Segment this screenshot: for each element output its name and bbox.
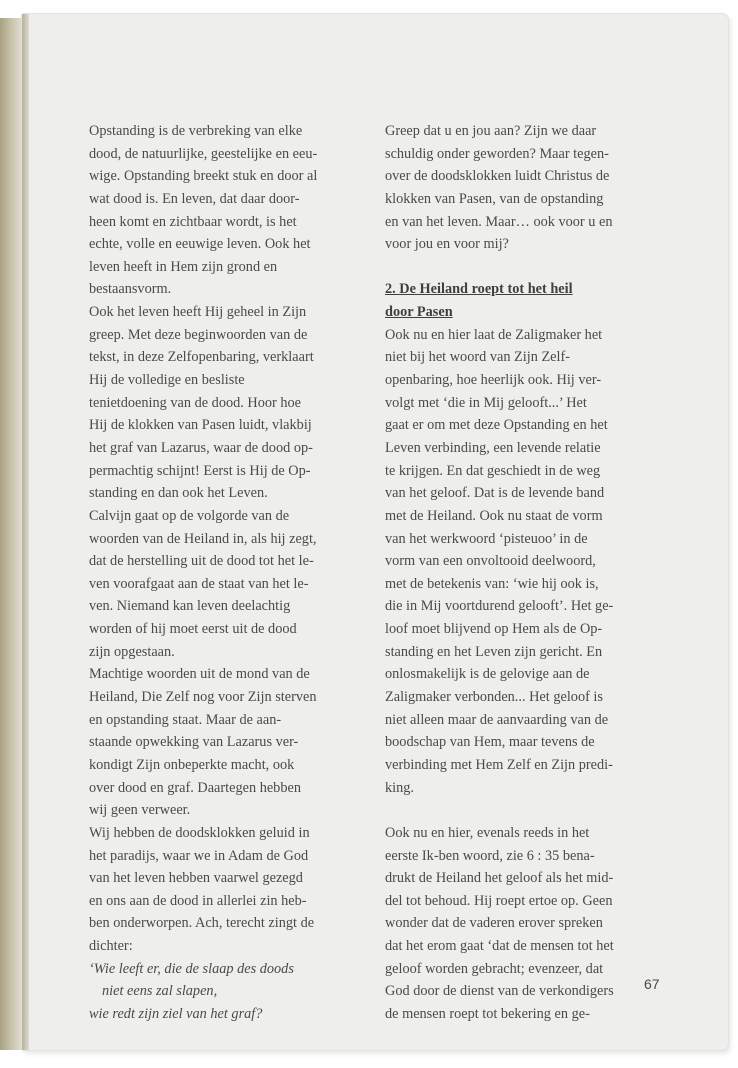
text-line: Machtige woorden uit de mond van de bbox=[89, 666, 310, 683]
text-line: Heiland, Die Zelf nog voor Zijn sterven bbox=[89, 689, 317, 706]
poem-line: niet eens zal slapen, bbox=[102, 983, 218, 1000]
text-line: tenietdoening van de dood. Hoor hoe bbox=[89, 394, 302, 411]
text-line: God door de dienst van de verkondigers bbox=[385, 983, 614, 1000]
text-line: heen komt en zichtbaar wordt, is het bbox=[89, 213, 297, 230]
text-line: en opstanding staat. Maar de aan- bbox=[89, 711, 282, 728]
text-line: en ons aan de dood in allerlei zin heb- bbox=[89, 892, 307, 909]
text-line: volgt met ‘die in Mij gelooft...’ Het bbox=[385, 394, 587, 411]
spacer bbox=[385, 256, 667, 279]
text-line: van het werkwoord ‘pisteuoo’ in de bbox=[385, 530, 588, 547]
text-line: tekst, in deze Zelfopenbaring, verklaart bbox=[89, 349, 314, 366]
poem-line: wie redt zijn ziel van het graf? bbox=[89, 1005, 263, 1022]
book-page bbox=[22, 14, 728, 1050]
text-line: van het geloof. Dat is de levende band bbox=[385, 485, 605, 502]
text-line: over de doodsklokken luidt Christus de bbox=[385, 168, 610, 185]
left-body-text bbox=[89, 120, 367, 958]
text-line: dat de herstelling uit de dood tot het le- bbox=[89, 553, 314, 570]
text-line: niet alleen maar de aanvaarding van de bbox=[385, 711, 609, 728]
text-line: te krijgen. En dat geschiedt in de weg bbox=[385, 462, 601, 479]
text-line: ven. Niemand kan leven deelachtig bbox=[89, 598, 291, 615]
text-line: Ook nu en hier, evenals reeds in het bbox=[385, 824, 590, 841]
text-line: gaat er om met deze Opstanding en het bbox=[385, 417, 608, 434]
text-line: Zaligmaker verbonden... Het geloof is bbox=[385, 689, 603, 706]
text-line: standing en het Leven zijn gericht. En bbox=[385, 643, 603, 660]
text-line: ben onderworpen. Ach, terecht zingt de bbox=[89, 915, 315, 932]
text-line: openbaring, hoe heerlijk ook. Hij ver- bbox=[385, 372, 602, 389]
text-line: wij geen verweer. bbox=[89, 802, 191, 819]
text-line: wige. Opstanding breekt stuk en door al bbox=[89, 168, 318, 185]
text-line: over dood en graf. Daartegen hebben bbox=[89, 779, 301, 796]
text-line: met de betekenis van: ‘wie hij ook is, bbox=[385, 575, 599, 592]
text-line: en van het leven. Maar… ook voor u en bbox=[385, 213, 613, 230]
text-line: ven voorafgaat aan de staat van het le- bbox=[89, 575, 309, 592]
right-column bbox=[385, 120, 667, 1026]
text-line: staande opwekking van Lazarus ver- bbox=[89, 734, 299, 751]
spacer bbox=[385, 799, 667, 822]
right-paragraph-1 bbox=[385, 324, 667, 799]
text-line: boodschap van Hem, maar tevens de bbox=[385, 734, 595, 751]
text-line: Opstanding is de verbreking van elke bbox=[89, 123, 303, 139]
text-line: met de Heiland. Ook nu staat de vorm bbox=[385, 507, 603, 524]
text-line: geloof worden gebracht; evenzeer, dat bbox=[385, 960, 604, 977]
text-line: bestaansvorm. bbox=[89, 281, 172, 298]
text-line: wat dood is. En leven, dat daar door- bbox=[89, 190, 300, 207]
text-line: het graf van Lazarus, waar de dood op- bbox=[89, 439, 313, 456]
text-line: het paradijs, waar we in Adam de God bbox=[89, 847, 309, 864]
text-line: wonder dat de vaderen erover spreken bbox=[385, 915, 603, 932]
text-line: woorden van de Heiland in, als hij zegt, bbox=[89, 530, 317, 547]
text-line: Wij hebben de doodsklokken geluid in bbox=[89, 824, 310, 841]
text-line: loof moet blijvend op Hem als de Op- bbox=[385, 621, 603, 638]
text-line: Calvijn gaat op de volgorde van de bbox=[89, 507, 290, 524]
text-line: echte, volle en eeuwige leven. Ook het bbox=[89, 236, 311, 253]
text-line: Ook het leven heeft Hij geheel in Zijn bbox=[89, 304, 307, 321]
heading-line: door Pasen bbox=[385, 304, 453, 321]
text-line: Leven verbinding, een levende relatie bbox=[385, 439, 601, 456]
text-line: niet bij het woord van Zijn Zelf- bbox=[385, 349, 571, 366]
text-line: verbinding met Hem Zelf en Zijn predi- bbox=[385, 756, 613, 773]
right-intro-text bbox=[385, 120, 667, 256]
text-line: worden of hij moet eerst uit de dood bbox=[89, 621, 297, 638]
text-line: dat het erom gaat ‘dat de mensen tot het bbox=[385, 938, 614, 955]
text-line: greep. Met deze beginwoorden van de bbox=[89, 326, 308, 343]
text-line: permachtig schijnt! Eerst is Hij de Op- bbox=[89, 462, 311, 479]
left-column bbox=[89, 120, 367, 1026]
text-line: drukt de Heiland het geloof als het mid- bbox=[385, 870, 614, 887]
poem-line: ‘Wie leeft er, die de slaap des doods bbox=[89, 960, 294, 977]
text-line: standing en dan ook het Leven. bbox=[89, 485, 268, 502]
psalm-quote bbox=[89, 958, 367, 1026]
text-line: van het leven hebben vaarwel gezegd bbox=[89, 870, 303, 887]
heading-line: 2. De Heiland roept tot het heil bbox=[385, 281, 573, 298]
text-line: dichter: bbox=[89, 938, 133, 955]
text-line: leven heeft in Hem zijn grond en bbox=[89, 258, 278, 275]
text-line: voor jou en voor mij? bbox=[385, 236, 509, 253]
text-line: dood, de natuurlijke, geestelijke en eeu- bbox=[89, 145, 318, 162]
text-line: die in Mij voortdurend gelooft’. Het ge- bbox=[385, 598, 614, 615]
page-number: 67 bbox=[644, 976, 660, 992]
text-line: klokken van Pasen, van de opstanding bbox=[385, 190, 604, 207]
text-line: onlosmakelijk is de gelovige aan de bbox=[385, 666, 590, 683]
text-line: zijn opgestaan. bbox=[89, 643, 175, 660]
text-line: vorm van een onvoltooid deelwoord, bbox=[385, 553, 596, 570]
right-paragraph-2 bbox=[385, 822, 667, 1026]
text-line: kondigt Zijn onbeperkte macht, ook bbox=[89, 756, 295, 773]
text-line: Ook nu en hier laat de Zaligmaker het bbox=[385, 326, 603, 343]
text-line: del tot behoud. Hij roept ertoe op. Geen bbox=[385, 892, 613, 909]
text-line: de mensen roept tot bekering en ge- bbox=[385, 1005, 590, 1022]
text-line: Hij de klokken van Pasen luidt, vlakbij bbox=[89, 417, 312, 434]
text-line: schuldig onder geworden? Maar tegen- bbox=[385, 145, 609, 162]
text-line: king. bbox=[385, 779, 414, 796]
section-heading bbox=[385, 278, 667, 323]
text-line: Greep dat u en jou aan? Zijn we daar bbox=[385, 123, 597, 139]
text-line: eerste Ik-ben woord, zie 6 : 35 bena- bbox=[385, 847, 595, 864]
text-line: Hij de volledige en besliste bbox=[89, 372, 245, 389]
